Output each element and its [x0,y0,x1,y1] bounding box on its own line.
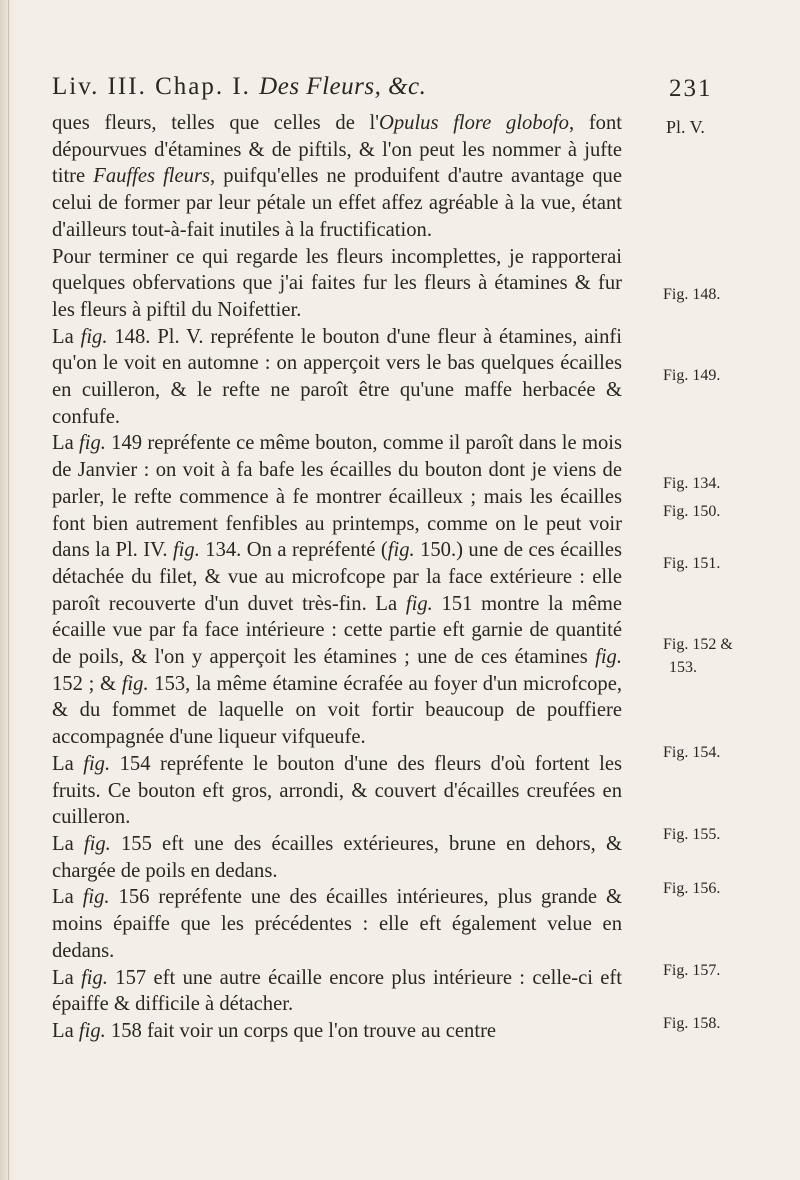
paragraph-7: La fig. 156 repréfente une des écailles intérieures, plus grande & moins épaiffe que les précédentes : elle eft également velue en dedans. [52,886,622,962]
running-head [52,73,772,105]
paragraph-1: ques fleurs, telles que celles de l'Opulus flore globofo, font dépourvues d'étamines & de piftils, & l'on peut les nommer à jufte titre Fauffes fleurs, puifqu'elles ne produifent d'autre avantage que celui de former par leur pétale un effet affez agréable à la vue, étant d'ailleurs tout-à-fait inutiles à la fructification. [52,112,622,241]
margin-note-fig-151: Fig. 151. [663,555,721,572]
margin-note-fig-157: Fig. 157. [663,962,721,979]
margin-note-fig-152: Fig. 152 & [663,636,733,653]
running-head-title [52,73,426,101]
margin-note-fig-155: Fig. 155. [663,826,721,843]
margin-note-fig-148: Fig. 148. [663,286,721,303]
running-head-chapter: Liv. III. Chap. I. [52,73,251,100]
paragraph-9: La fig. 158 fait voir un corps que l'on trouve au centre [52,1019,497,1042]
margin-note-fig-150: Fig. 150. [663,503,721,520]
paragraph-4: La fig. 149 repréfente ce même bouton, comme il paroît dans le mois de Janvier : on voit à fa bafe les écailles du bouton dont je viens de parler, le refte commence à fe montrer écailleux ; mais les écailles font bien autrement fenfibles au printemps, comme on le peut voir dans la Pl. IV. fig. 134. On a repréfenté (fig. 150.) une de ces écailles détachée du filet, & vue au microfcope par la face extérieure : elle paroît recouverte d'un duvet très-fin. La fig. 151 montre la même écaille vue par fa face intérieure : cette partie eft garnie de quantité de poils, & l'on y apperçoit les étamines ; une de ces étamines fig. 152 ; & fig. 153, la même étamine écrafée au foyer d'un microfcope, & du fommet de laquelle on voit fortir beaucoup de pouffiere accompagnée d'une liqueur vifqueufe. [52,432,623,749]
margin-note-plate: Pl. V. [666,117,705,137]
page-number: 231 [669,75,713,102]
margin-note-fig-153: 153. [669,659,697,676]
paragraph-8: La fig. 157 eft une autre écaille encore plus intérieure : celle-ci eft épaiffe & difficile à détacher. [52,966,622,1016]
page-binding-shadow [0,0,14,1180]
paragraph-2: Pour terminer ce qui regarde les fleurs incomplettes, je rapporterai quelques obfervations que j'ai faites fur les fleurs à étamines & fur les fleurs à piftil du Noifettier. [52,245,622,321]
margin-note-fig-156: Fig. 156. [663,880,721,897]
paragraph-5: La fig. 154 repréfente le bouton d'une des fleurs d'où fortent les fruits. Ce bouton eft gros, arrondi, & couvert d'écailles creufées en cuilleron. [52,752,622,829]
paragraph-3: La fig. 148. Pl. V. repréfente le bouton d'une fleur à étamines, ainfi qu'on le voit en automne : on apperçoit vers le bas quelques écailles en cuilleron, & le refte ne paroît être qu'une maffe herbacée & confufe. [52,325,622,428]
paragraph-6: La fig. 155 eft une des écailles extérieures, brune en dehors, & chargée de poils en dedans. [52,832,622,882]
body-text [52,110,622,1045]
margin-note-fig-149: Fig. 149. [663,367,721,384]
margin-note-fig-134: Fig. 134. [663,475,721,492]
running-head-italic: Des Fleurs, &c. [259,73,427,100]
gutter-line [8,0,9,1180]
margin-note-fig-158: Fig. 158. [663,1015,721,1032]
margin-note-fig-154: Fig. 154. [663,744,721,761]
